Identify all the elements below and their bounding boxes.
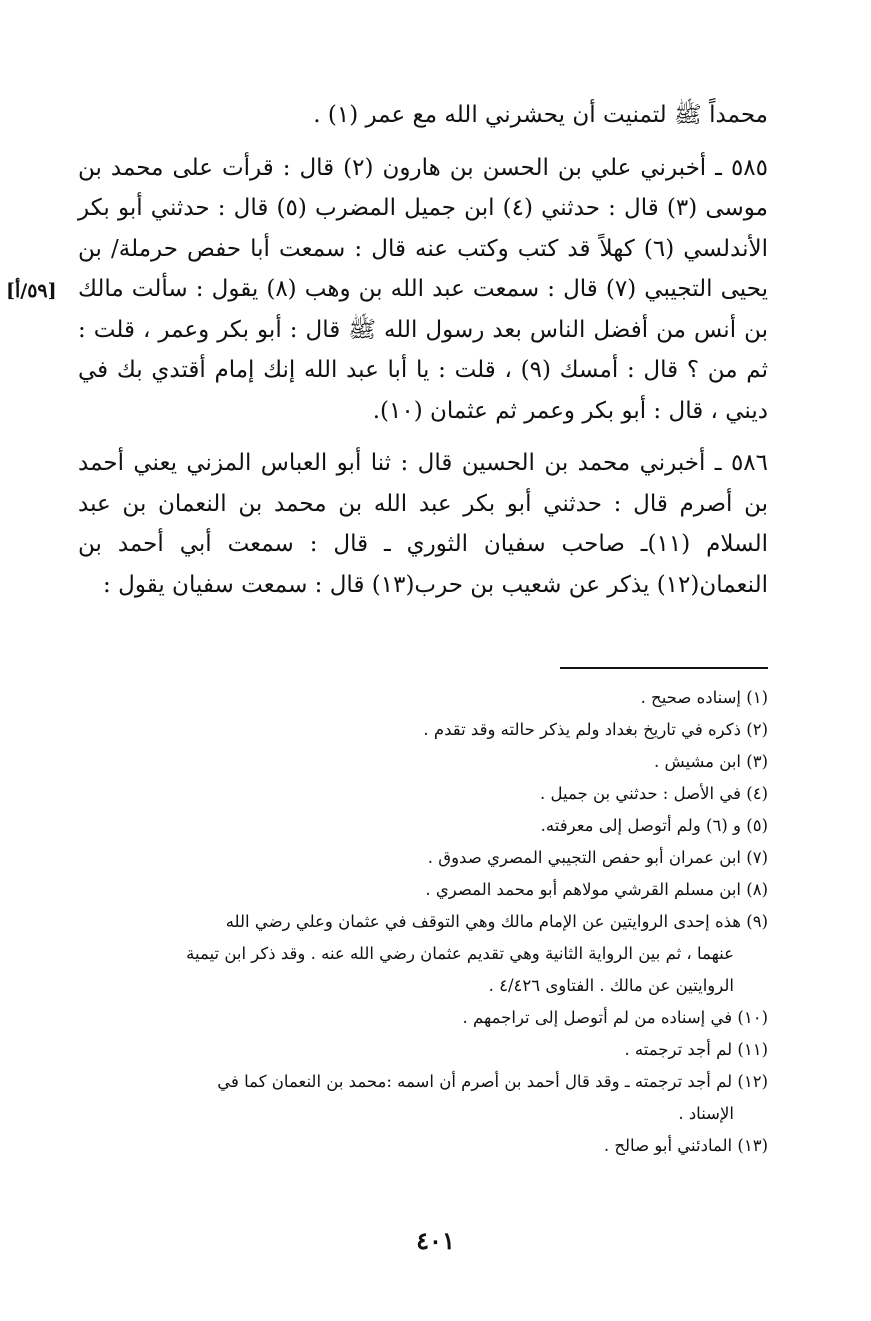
text-intro: محمداً ﷺ لتمنيت أن يحشرني الله مع عمر (١) . [313, 102, 768, 128]
footnote-12: (١٢) لم أجد ترجمته ـ وقد قال أحمد بن أصرم أن اسمه :محمد بن النعمان كما في [217, 1072, 768, 1091]
footnote-7: (٧) ابن عمران أبو حفص التجيبي المصري صدوق . [427, 848, 768, 867]
footnote-11: (١١) لم أجد ترجمته . [624, 1040, 768, 1059]
footnote-5-6: (٥) و (٦) ولم أتوصل إلى معرفته. [540, 816, 768, 835]
footnote-8: (٨) ابن مسلم القرشي مولاهم أبو محمد المصري . [425, 880, 768, 899]
footnote-12-cont: الإسناد . [678, 1104, 734, 1123]
footnotes [78, 682, 768, 1162]
folio-margin-note: [٥٩/أ] [6, 280, 57, 302]
footnote-4: (٤) في الأصل : حدثني بن جميل . [540, 784, 768, 803]
main-text [78, 95, 768, 605]
footnote-divider [560, 667, 768, 669]
footnote-1: (١) إسناده صحيح . [640, 688, 768, 707]
footnote-10: (١٠) في إسناده من لم أتوصل إلى تراجمهم . [462, 1008, 768, 1027]
footnote-9-cont-1: عنهما ، ثم بين الرواية الثانية وهي تقديم عثمان رضي الله عنه . وقد ذكر ابن تيمية [186, 944, 734, 963]
page-number: ٤٠١ [416, 1226, 455, 1255]
footnote-2: (٢) ذكره في تاريخ بغداد ولم يذكر حالته وقد تقدم . [423, 720, 768, 739]
footnote-13: (١٣) المادئني أبو صالح . [603, 1136, 768, 1155]
footnote-9-cont-2: الروايتين عن مالك . الفتاوى ٤/٤٢٦ . [488, 976, 734, 995]
footnote-3: (٣) ابن مشيش . [653, 752, 768, 771]
hadith-586: ٥٨٦ ـ أخبرني محمد بن الحسين قال : ثنا أبو العباس المزني يعني أحمد بن أصرم قال : حدثني أبو بكر عبد الله بن محمد بن النعمان بن عبد السلام (١١)ـ صاحب سفيان الثوري ـ قال : سمعت أبي أحمد بن النعمان(١٢) يذكر عن شعيب بن حرب(١٣) قال : سمعت سفيان يقول : [78, 450, 768, 598]
hadith-585: ٥٨٥ ـ أخبرني علي بن الحسن بن هارون (٢) قال : قرأت على محمد بن موسى (٣) قال : حدثني (٤) ابن جميل المضرب (٥) قال : حدثني أبو بكر الأندلسي (٦) كهلاً قد كتب وكتب عنه قال : سمعت أبا حفص حرملة/ بن يحيى التجيبي (٧) قال : سمعت عبد الله بن وهب (٨) يقول : سألت مالك بن أنس من أفضل الناس بعد رسول الله ﷺ قال : أبو بكر وعمر ، قلت : ثم من ؟ قال : أمسك (٩) ، قلت : يا أبا عبد الله إنك إمام أقتدي بك في ديني ، قال : أبو بكر وعمر ثم عثمان (١٠). [78, 154, 768, 424]
footnote-9: (٩) هذه إحدى الروايتين عن الإمام مالك وهي التوقف في عثمان وعلي رضي الله [225, 912, 768, 931]
